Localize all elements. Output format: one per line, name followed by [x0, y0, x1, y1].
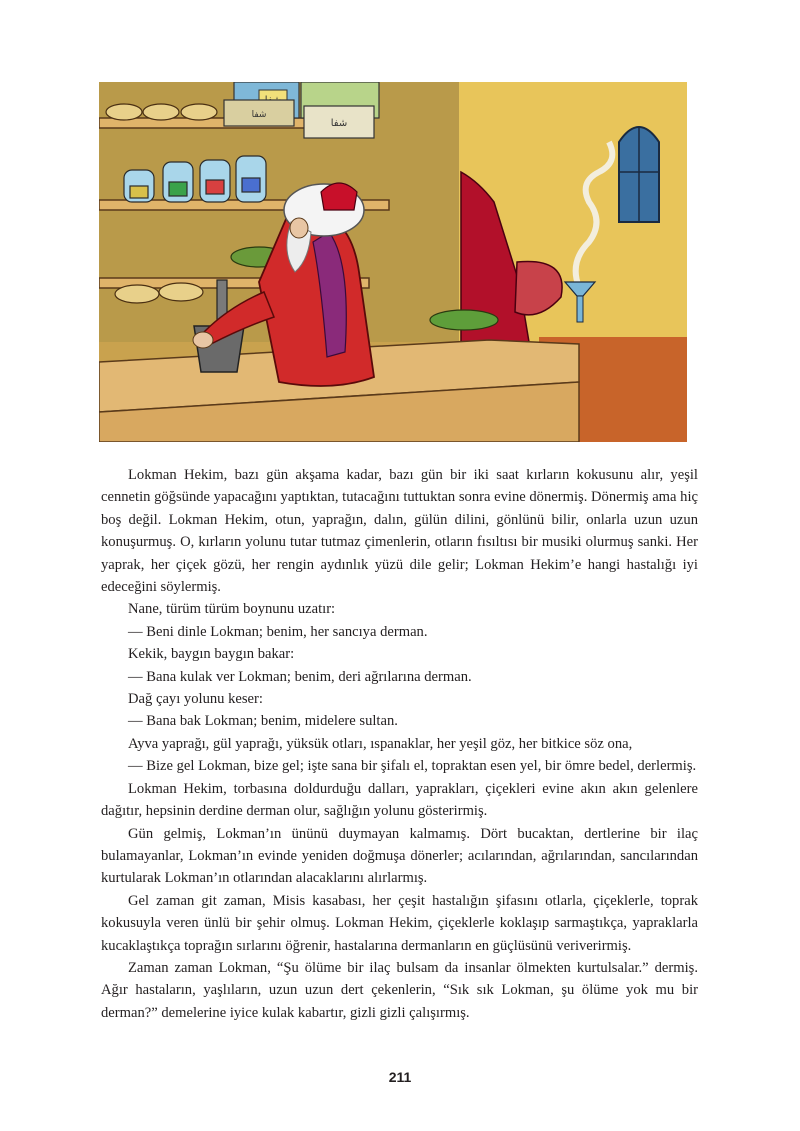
- paragraph: Kekik, baygın baygın bakar:: [128, 646, 295, 663]
- paragraph: Dağ çayı yolunu keser:: [128, 691, 263, 708]
- paragraph: Gel zaman git zaman, Misis kasabası, her çeşit hastalığın şifasını otlarla, çiçeklerle, toprak kokusuyla veren ünlü bir şehir olmuş. Lokman Hekim, çiçeklerle koklaşıp sarmaştıkça, yapraklarla kucaklaştıkça toprağın sırlarını öğrenir, hastalarına dermanların en güçlüsünü veriverirmiş.: [101, 892, 698, 954]
- lokman-hekim-illustration: [99, 82, 687, 442]
- paragraph: Lokman Hekim, torbasına doldurduğu dalları, yaprakları, çiçekleri evine akın akın gelenlere dağıtır, hepsinin derdine derman olur, sağlığın yolunu gösterirmiş.: [101, 780, 698, 820]
- illustration-drawing: [99, 82, 687, 442]
- paragraph: Gün gelmiş, Lokman’ın ününü duymayan kalmamış. Dört bucaktan, dertlerine bir ilaç bulamayanlar, Lokman’ın evinde yeniden doğmuşa dönerler; acılarından, ağrılarından, sancılarından kurtularak Lokman’ın otlarından alacaklarını alırlarmış.: [101, 825, 698, 887]
- paragraph: — Beni dinle Lokman; benim, her sancıya derman.: [128, 623, 428, 640]
- jar-label-mid: شفا: [330, 118, 348, 129]
- paragraph: — Bize gel Lokman, bize gel; işte sana bir şifalı el, topraktan esen yel, bir ömre bedel, derlermiş.: [128, 758, 697, 775]
- paragraph: — Bana kulak ver Lokman; benim, deri ağrılarına derman.: [128, 668, 472, 685]
- paragraph: Nane, türüm türüm boynunu uzatır:: [128, 601, 336, 618]
- jar-label-right: شفا: [251, 110, 267, 120]
- paragraph: Ayva yaprağı, gül yaprağı, yüksük otları, ıspanaklar, her yeşil göz, her bitkice söz ona,: [128, 735, 633, 752]
- paragraph: — Bana bak Lokman; benim, midelere sultan.: [128, 713, 398, 730]
- story-text: [101, 464, 698, 1024]
- page-number: 211: [388, 1069, 412, 1085]
- paragraph: Lokman Hekim, bazı gün akşama kadar, bazı gün bir iki saat kırların kokusunu alır, yeşil cennetin göğsünde yapacağını yaptıktan, tutacağını tuttuktan sonra evine dönermiş. Dönermiş ama hiç boş değil. Lokman Hekim, otun, yaprağın, dalın, gülün dilini, gönlünü bilir, onlarla uzun uzun konuşurmuş. O, kırların yolunu tutar tutmaz çimenlerin, otların fısıltısı bir musiki olurmuş sanki. Her yaprak, her çiçek gözü, her rengin aydınlık yüzü dile gelir; Lokman Hekim’e hangi hastalığı iyi edeceğini söylermiş.: [101, 467, 698, 596]
- paragraph: Zaman zaman Lokman, “Şu ölüme bir ilaç bulsam da insanlar ölmekten kurtulsalar.” dermiş. Ağır hastaların, yaşlıların, uzun uzun dert çekenlerin, “Sık sık Lokman, şu ölüme yok mu bir derman?” demelerine iyice kulak kabartır, gizli gizli çalışırmış.: [101, 959, 698, 1021]
